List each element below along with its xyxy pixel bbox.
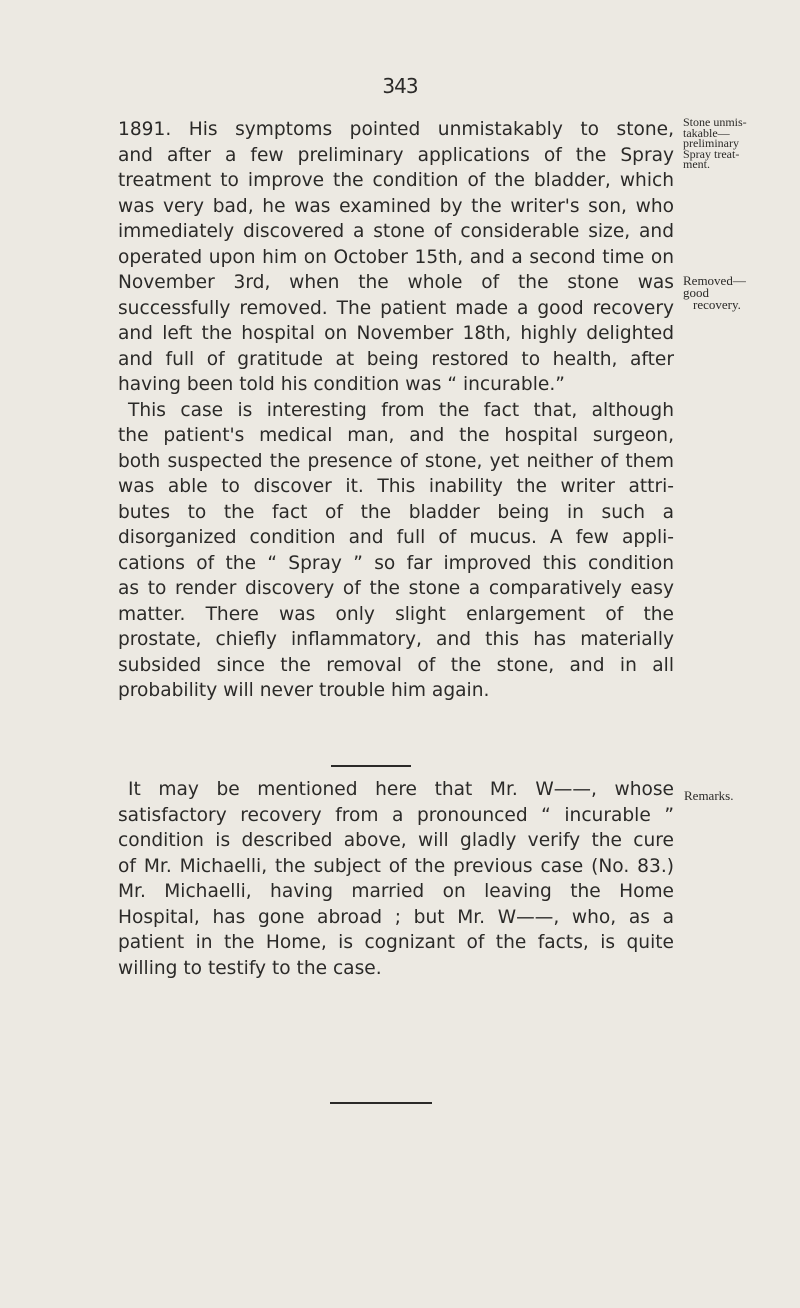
text-line: prostate, chiefly inflammatory, and this has materially <box>118 629 674 650</box>
text-line: of Mr. Michaelli, the subject of the previous case (No. 83.) <box>118 855 674 877</box>
sidenote-line: Spray treat- <box>683 146 740 161</box>
text-line: was able to discover it. This inability the writer attri- <box>118 476 674 497</box>
sidenote-line: preliminary <box>683 136 739 150</box>
sidenote-removed <box>683 275 746 311</box>
sidenote-line: ment. <box>683 157 710 171</box>
text-line: satisfactory recovery from a pronounced “ incurable ” <box>118 804 674 826</box>
text-line: treatment to improve the condition of the bladder, which <box>118 170 674 191</box>
text-line: Hospital, has gone abroad ; but Mr. W——, who, as a <box>118 906 674 928</box>
text-line: both suspected the presence of stone, yet neither of them <box>118 450 674 472</box>
text-line: and left the hospital on November 18th, highly delighted <box>118 323 674 344</box>
section-divider <box>331 765 411 767</box>
text-line: the patient's medical man, and the hospital surgeon, <box>118 425 674 446</box>
text-line: patient in the Home, is cognizant of the facts, is quite <box>118 932 674 953</box>
sidenote-line: Removed— <box>683 273 746 288</box>
text-line: probability will never trouble him again. <box>118 680 490 701</box>
end-divider <box>330 1102 432 1104</box>
text-line: cations of the “ Spray ” so far improved this condition <box>118 552 674 574</box>
sidenote-remarks: Remarks. <box>684 788 734 803</box>
text-line: having been told his condition was “ incurable.” <box>118 374 565 395</box>
paragraph-remarks <box>118 777 674 981</box>
text-line: as to render discovery of the stone a comparatively easy <box>118 578 674 599</box>
text-line: 1891. His symptoms pointed unmistakably to stone, <box>118 119 674 140</box>
text-line: butes to the fact of the bladder being in such a <box>118 501 674 523</box>
text-line: subsided since the removal of the stone, and in all <box>118 654 674 676</box>
text-line: and after a few preliminary applications of the Spray <box>118 144 674 166</box>
text-line: Mr. Michaelli, having married on leaving the Home <box>118 881 674 902</box>
text-line: This case is interesting from the fact that, although <box>128 399 674 421</box>
text-line: disorganized condition and full of mucus. A few appli- <box>118 527 674 548</box>
paragraph-case-report <box>118 117 674 704</box>
page-number: 343 <box>382 74 418 98</box>
text-line: condition is described above, will gladly verify the cure <box>118 830 674 851</box>
text-line: immediately discovered a stone of considerable size, and <box>118 221 674 242</box>
text-line: successfully removed. The patient made a good recovery <box>118 297 674 319</box>
sidenote-line: takable— <box>683 125 730 140</box>
sidenote-line: Stone unmis- <box>683 115 747 129</box>
sidenote-stone-unmistakable <box>683 117 747 170</box>
text-line: It may be mentioned here that Mr. W——, whose <box>128 779 674 800</box>
text-line: operated upon him on October 15th, and a second time on <box>118 246 674 268</box>
text-line: was very bad, he was examined by the writer's son, who <box>118 195 674 217</box>
sidenote-line: recovery. <box>693 297 741 312</box>
sidenote-line: good <box>683 285 709 300</box>
text-line: and full of gratitude at being restored to health, after <box>118 348 674 370</box>
text-line: November 3rd, when the whole of the stone was <box>118 272 674 293</box>
text-line: matter. There was only slight enlargement of the <box>118 603 674 625</box>
text-line: willing to testify to the case. <box>118 957 382 979</box>
